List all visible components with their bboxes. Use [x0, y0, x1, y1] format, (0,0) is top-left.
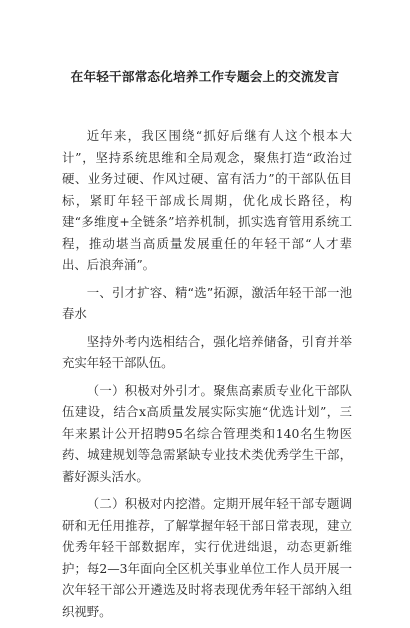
paragraph-item-2: （二）积极对内挖潜。定期开展年轻干部专题调研和无任用推荐，了解掌握年轻干部日常表现，建立优秀年轻干部数据库，实行优进绌退，动态更新维护；每2—3年面向全区机关事业单位工作人员开展一次年轻干部公开遴选及时将表现优秀年轻干部纳入组织视野。 — [62, 496, 352, 619]
document-title: 在年轻干部常态化培养工作专题会上的交流发言 — [70, 69, 340, 84]
section-heading-1: 一、引才扩容、精“选”拓源，激活年轻干部一池春水 — [62, 284, 352, 321]
document-body — [62, 125, 352, 628]
paragraph-section-summary: 坚持外考内选相结合，强化培养储备，引育并举充实年轻干部队伍。 — [62, 333, 352, 370]
paragraph-item-1: （一）积极对外引才。聚焦高素质专业化干部队伍建设，结合x高质量发展实际实施“优选计划”，三年来累计公开招聘95名综合管理类和140名生物医药、城建规划等急需紧缺专业技术类优秀学生干部，蓄好源头活水。 — [62, 382, 352, 484]
paragraph-intro: 近年来，我区围绕“抓好后继有人这个根本大计”，坚持系统思维和全局观念，聚焦打造“政治过硬、业务过硬、作风过硬、富有活力”的干部队伍目标，紧盯年轻干部成长周期，优化成长路径，构建“多维度+全链条”培养机制，抓实选育管用系统工程，推动堪当高质量发展重任的年轻干部“人才辈出、后浪奔涌”。 — [62, 128, 352, 272]
